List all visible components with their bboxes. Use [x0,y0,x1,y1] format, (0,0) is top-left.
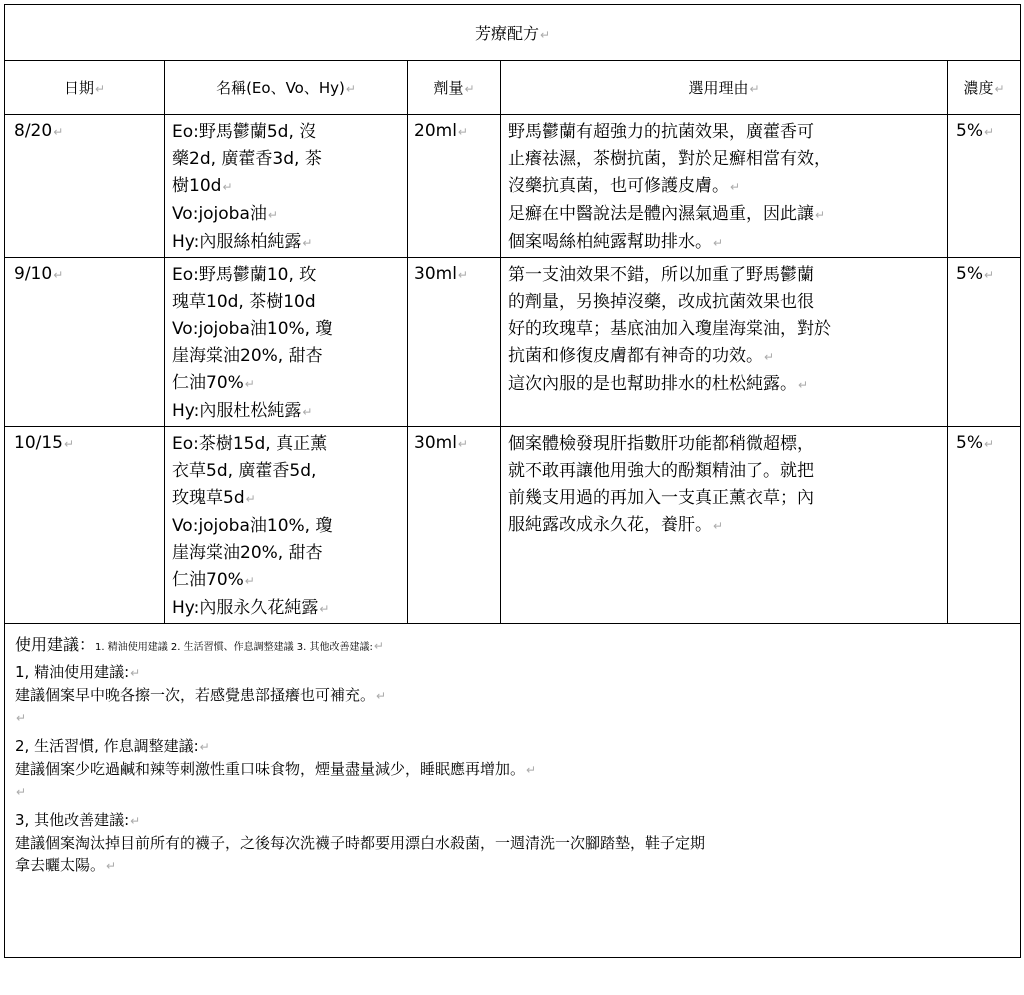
return-mark: ↵ [244,574,255,588]
advice-sections [15,661,1010,877]
row-formula-name [165,427,408,624]
advice-heading: 3, 其他改善建議:↵ [15,811,141,829]
reason-line: 個案體檢發現肝指數肝功能都稍微超標， [508,434,814,454]
reason-line: 前幾支用過的再加入一支真正薰衣草；內 [508,488,814,508]
formula-line: Eo:野馬鬱蘭5d, 沒 [172,122,317,142]
advice-section [15,661,1010,707]
reason-line: 足癬在中醫說法是體內濕氣過重，因此讓↵ [508,204,826,224]
row-reason [501,115,948,258]
return-mark: ↵ [199,740,210,754]
return-mark: ↵ [457,268,468,282]
row-formula-name [165,258,408,427]
advice-line: 建議個案淘汰掉目前所有的襪子，之後每次洗襪子時都要用漂白水殺菌，一週清洗一次腳踏墊，鞋子定期 [15,834,706,852]
row-dose [408,115,501,258]
reason-line: 服純露改成永久花，養肝。↵ [508,515,724,535]
return-mark: ↵ [457,437,468,451]
return-mark: ↵ [106,859,117,873]
reason-line: 這次內服的是也幫助排水的杜松純露。↵ [508,374,809,394]
header-dose: 劑量↵ [408,61,501,115]
header-concentration: 濃度↵ [948,61,1021,115]
return-mark: ↵ [540,28,551,42]
return-mark: ↵ [130,814,141,828]
formula-line: 玫瑰草5d↵ [172,488,256,508]
return-mark: ↵ [53,268,64,282]
return-mark: ↵ [983,125,995,139]
formula-line: 崖海棠油20%, 甜杏 [172,346,323,366]
advice-heading: 1, 精油使用建議:↵ [15,663,141,681]
reason-line: 抗菌和修復皮膚都有神奇的功效。↵ [508,346,775,366]
row-date [5,115,165,258]
reason-line: 好的玫瑰草；基底油加入瓊崖海棠油，對於 [508,319,831,339]
row-date [5,427,165,624]
formula-table [4,4,1021,958]
dose-text: 30ml↵ [414,264,468,284]
return-mark: ↵ [53,125,64,139]
return-mark: ↵ [983,268,995,282]
row-concentration [948,258,1021,427]
advice-title: 使用建議：1. 精油使用建議 2. 生活習慣、作息調整建議 3. 其他改善建議:↵ [15,635,384,654]
reason-line: 沒藥抗真菌，也可修護皮膚。↵ [508,176,741,196]
blank-paragraph: ↵ [16,711,27,725]
formula-line: Eo:茶樹15d, 真正薰 [172,434,328,454]
formula-line: 瑰草10d, 茶樹10d [172,292,316,312]
advice-line: 建議個案早中晚各擦一次，若感覺患部搔癢也可補充。↵ [15,686,387,704]
table-row [5,115,1021,258]
concentration-text: 5%↵ [956,433,995,453]
return-mark: ↵ [64,437,75,451]
row-concentration [948,427,1021,624]
reason-line: 野馬鬱蘭有超強力的抗菌效果，廣藿香可 [508,122,814,142]
return-mark: ↵ [764,350,775,364]
formula-line: Hy:內服杜松純露↵ [172,401,313,421]
formula-line: Hy:內服絲柏純露↵ [172,232,313,252]
return-mark: ↵ [376,689,387,703]
return-mark: ↵ [302,236,313,250]
reason-line: 第一支油效果不錯，所以加重了野馬鬱蘭 [508,265,814,285]
usage-advice-cell [5,624,1021,958]
formula-line: Vo:jojoba油10%, 瓊 [172,516,333,536]
row-formula-name [165,115,408,258]
date-text: 8/20↵ [14,121,64,141]
date-text: 9/10↵ [14,264,64,284]
table-title-cell [5,5,1021,61]
return-mark: ↵ [730,180,741,194]
formula-line: Vo:jojoba油10%, 瓊 [172,319,333,339]
return-mark: ↵ [526,763,537,777]
formula-line: 仁油70%↵ [172,570,255,590]
blank-paragraph: ↵ [16,785,27,799]
row-date [5,258,165,427]
return-mark: ↵ [222,180,233,194]
formula-line: 樹10d↵ [172,176,233,196]
return-mark: ↵ [245,492,256,506]
return-mark: ↵ [713,519,724,533]
row-concentration [948,115,1021,258]
return-mark: ↵ [319,602,330,616]
concentration-text: 5%↵ [956,264,995,284]
return-mark: ↵ [267,208,278,222]
advice-heading: 2, 生活習慣, 作息調整建議:↵ [15,737,210,755]
header-name: 名稱(Eo、Vo、Hy)↵ [165,61,408,115]
return-mark: ↵ [130,666,141,680]
formula-line: 仁油70%↵ [172,373,255,393]
advice-subtitle: 1. 精油使用建議 2. 生活習慣、作息調整建議 3. 其他改善建議: [95,642,373,653]
advice-section [15,809,1010,877]
return-mark: ↵ [983,437,995,451]
advice-line: 拿去曬太陽。↵ [15,856,117,874]
table-title: 芳療配方 [474,24,539,43]
row-dose [408,258,501,427]
concentration-text: 5%↵ [956,121,995,141]
header-reason: 選用理由↵ [501,61,948,115]
reason-line: 就不敢再讓他用強大的酚類精油了。就把 [508,461,814,481]
header-row [5,61,1021,115]
formula-line: 藥2d, 廣藿香3d, 茶 [172,149,322,169]
advice-section [15,735,1010,781]
table-row [5,258,1021,427]
return-mark: ↵ [244,377,255,391]
row-reason [501,427,948,624]
table-row [5,427,1021,624]
row-reason [501,258,948,427]
reason-line: 個案喝絲柏純露幫助排水。↵ [508,232,724,252]
reason-line: 的劑量，另換掉沒藥，改成抗菌效果也很 [508,292,814,312]
reason-line: 止癢祛濕，茶樹抗菌，對於足癬相當有效， [508,149,831,169]
formula-line: 崖海棠油20%, 甜杏 [172,543,323,563]
aromatherapy-document [4,4,1020,989]
formula-line: Hy:內服永久花純露↵ [172,598,330,618]
header-date: 日期↵ [5,61,165,115]
advice-line: 建議個案少吃過鹹和辣等刺激性重口味食物，煙量盡量減少，睡眠應再增加。↵ [15,760,537,778]
return-mark: ↵ [302,405,313,419]
return-mark: ↵ [713,236,724,250]
dose-text: 30ml↵ [414,433,468,453]
advice-label: 使用建議： [15,635,96,654]
formula-line: Eo:野馬鬱蘭10, 玫 [172,265,317,285]
row-dose [408,427,501,624]
formula-line: 衣草5d, 廣藿香5d, [172,461,317,481]
return-mark: ↵ [815,208,826,222]
return-mark: ↵ [457,125,468,139]
return-mark: ↵ [798,378,809,392]
dose-text: 20ml↵ [414,121,468,141]
formula-line: Vo:jojoba油↵ [172,204,278,224]
date-text: 10/15↵ [14,433,75,453]
